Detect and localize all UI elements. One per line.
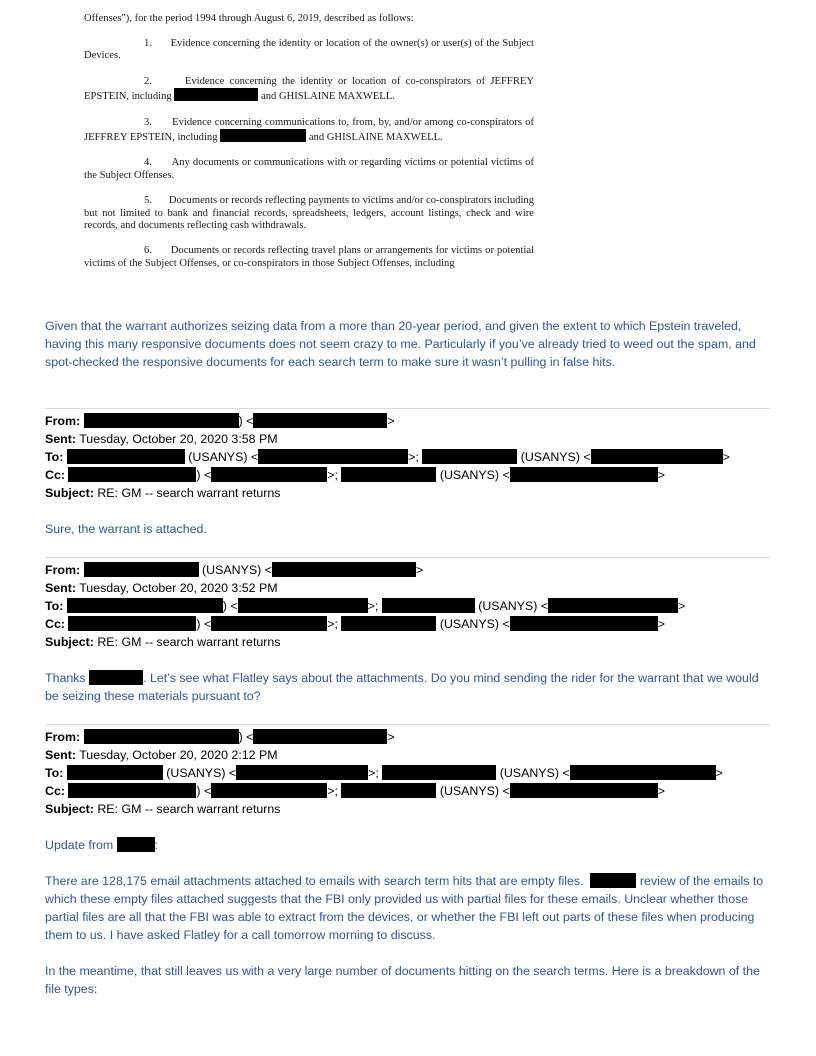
warrant-item-4: 4. Any documents or communications with or regarding victims or potential victims of the Subject Offenses. — [84, 157, 534, 181]
warrant-item-2: 2. Evidence concerning the identity or location of co-conspirators of JEFFREY EPSTEIN, including and GHISLAINE MAXWELL. — [84, 75, 535, 103]
redaction-box — [341, 783, 436, 798]
redaction-box — [84, 562, 199, 577]
redaction-box — [84, 413, 239, 428]
redaction-box — [548, 598, 678, 613]
redaction-box — [174, 88, 258, 101]
intro-paragraph: Given that the warrant authorizes seizing data from a more than 20-year period, and given the extent to which Epstein traveled, having this many responsive documents does not seem crazy to me. Particularly if you’ve already tried to weed out the spam, and spot-checked the responsive documents for each search term to make sure it wasn’t pulling in false hits. — [45, 319, 756, 369]
redaction-box — [211, 783, 327, 798]
warrant-cut-line: Offenses"), for the period 1994 through August 6, 2019, described as follows: — [84, 13, 414, 24]
redaction-box — [341, 467, 436, 482]
redaction-box — [117, 837, 155, 852]
email-body-2: Thanks . Let’s see what Flatley says about the attachments. Do you mind sending the rider for the warrant that we would be seizing these materials pursuant to? — [45, 671, 759, 703]
redaction-box — [84, 729, 239, 744]
warrant-item-3: 3. Evidence concerning communications to, from, by, and/or among co-conspirators of JEFFREY EPSTEIN, including and GHISLAINE MAXWELL. — [84, 116, 535, 144]
redaction-box — [510, 467, 658, 482]
redaction-box — [591, 449, 723, 464]
update-line: Update from : — [45, 838, 159, 852]
redaction-box — [211, 467, 327, 482]
email-header-2: From: (USANYS) < > Sent: Tuesday, October 20, 2020 3:52 PM To: ) < >; (USANYS) < > Cc: ) < >; (USANYS) < > Subject: RE: GM -- search warrant returns — [45, 563, 686, 649]
redaction-box — [253, 729, 387, 744]
redaction-box — [590, 873, 636, 888]
email-header-3: From: ) < > Sent: Tuesday, October 20, 2020 2:12 PM To: (USANYS) < >; (USANYS) < > Cc: ) < >; (USANYS) < > Subject: RE: GM -- search warrant returns — [45, 730, 723, 816]
warrant-item-5: 5. Documents or records reflecting payments to victims and/or co-conspirators including but not limited to bank and financial records, spreadsheets, ledgers, account listings, check and wire records, and documents reflecting cash withdrawals. — [84, 195, 535, 232]
redaction-box — [238, 598, 368, 613]
redaction-box — [67, 765, 163, 780]
redaction-box — [382, 598, 475, 613]
redaction-box — [272, 562, 416, 577]
redaction-box — [67, 449, 185, 464]
redaction-box — [341, 616, 436, 631]
email-header-1: From: ) < > Sent: Tuesday, October 20, 2020 3:58 PM To: (USANYS) < >; (USANYS) < > Cc: ) < >; (USANYS) < > Subject: RE: GM -- search warrant returns — [45, 414, 730, 500]
redaction-box — [89, 670, 143, 685]
separator-line — [45, 724, 770, 725]
redaction-box — [220, 129, 306, 142]
redaction-box — [510, 783, 658, 798]
warrant-item-6: 6. Documents or records reflecting travel plans or arrangements for victims or potential victims of the Subject Offenses, or co-conspirators in those Subject Offenses, including — [84, 245, 534, 269]
email-body-3-para-1: There are 128,175 email attachments attached to emails with search term hits that are empty files. review of the emails to which these empty files attached suggests that the FBI only provided us with partial files for these emails. Unclear whether those partial files are all that the FBI was able to extract from the devices, or whether the FBI left out parts of these files when producing them to us. I have asked Flatley for a call tomorrow morning to discuss. — [45, 874, 764, 942]
email-body-3-para-2: In the meantime, that still leaves us with a very large number of documents hitting on the search terms. Here is a breakdown of the file types: — [45, 964, 760, 996]
redaction-box — [211, 616, 327, 631]
warrant-item-1: 1. Evidence concerning the identity or location of the owner(s) or user(s) of the Subject Devices. — [84, 38, 534, 62]
redaction-box — [422, 449, 517, 464]
redaction-box — [510, 616, 658, 631]
redaction-box — [236, 765, 368, 780]
separator-line — [45, 557, 770, 558]
redaction-box — [258, 449, 408, 464]
warrant-excerpt — [84, 13, 535, 283]
redaction-box — [68, 467, 196, 482]
redaction-box — [382, 765, 496, 780]
separator-line — [45, 408, 770, 409]
redaction-box — [67, 598, 223, 613]
redaction-box — [68, 616, 196, 631]
email-body-1: Sure, the warrant is attached. — [45, 522, 207, 536]
redaction-box — [68, 783, 196, 798]
redaction-box — [570, 765, 716, 780]
redaction-box — [253, 413, 387, 428]
